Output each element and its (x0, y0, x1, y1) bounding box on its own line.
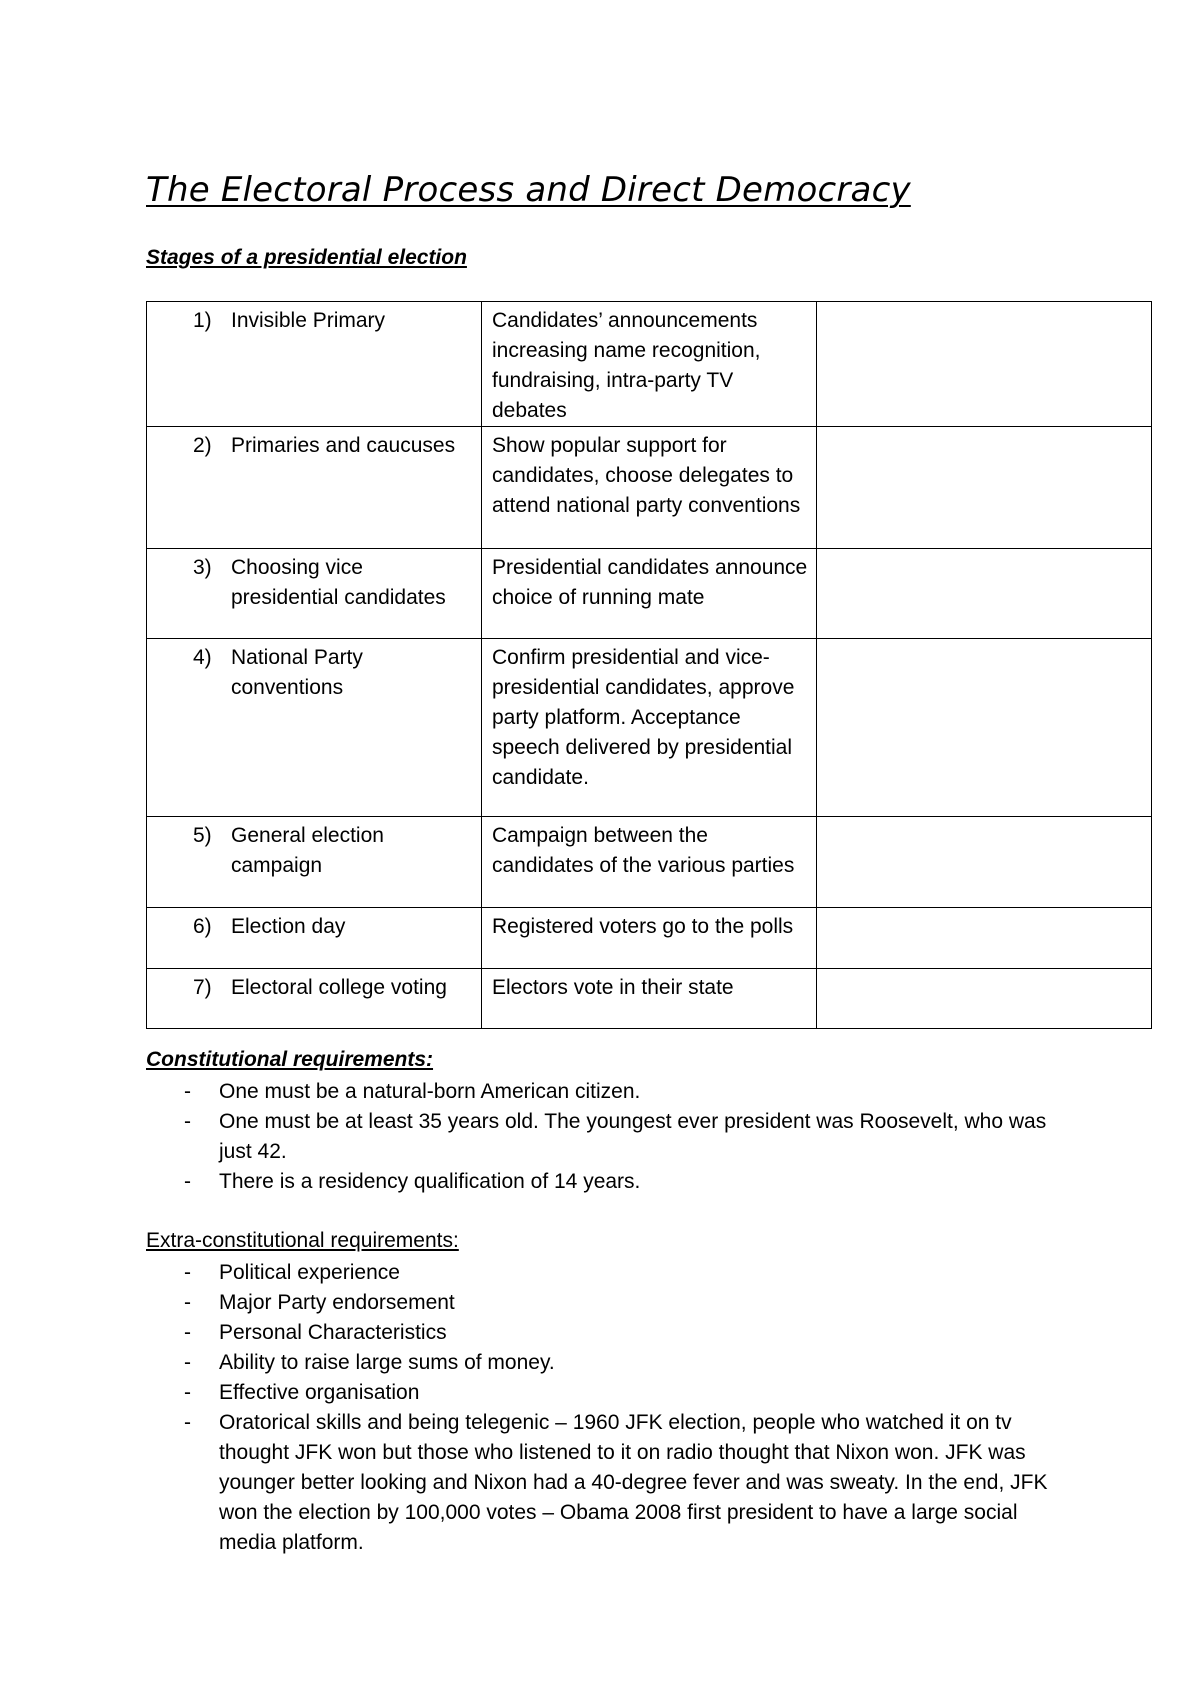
stage-number: 5) (193, 824, 212, 847)
stage-cell (147, 302, 482, 427)
list-item-text: There is a residency qualification of 14 years. (219, 1170, 641, 1193)
stage-number: 3) (193, 556, 212, 579)
stage-number: 2) (193, 434, 212, 457)
stages-heading: Stages of a presidential election (146, 246, 467, 269)
list-item-text: One must be at least 35 years old. The youngest ever president was Roosevelt, who was just 42. (219, 1110, 1047, 1163)
dash-bullet: - (184, 1411, 191, 1434)
stage-cell (147, 908, 482, 969)
stage-description: Show popular support for candidates, choose delegates to attend national party conventions (482, 427, 817, 549)
table-row (147, 969, 1152, 1029)
list-item (146, 1258, 1076, 1288)
stage-name: Primaries and caucuses (231, 434, 456, 457)
stage-name: Election day (231, 915, 346, 938)
dash-bullet: - (184, 1110, 191, 1133)
stage-number: 1) (193, 309, 212, 332)
stage-notes-cell (817, 908, 1152, 969)
stage-notes-cell (817, 817, 1152, 908)
dash-bullet: - (184, 1381, 191, 1404)
list-item-text: Major Party endorsement (219, 1291, 455, 1314)
stage-notes-cell (817, 427, 1152, 549)
stage-cell (147, 549, 482, 639)
stage-name: National Party conventions (231, 646, 363, 699)
dash-bullet: - (184, 1291, 191, 1314)
extra-constitutional-heading: Extra-constitutional requirements: (146, 1229, 459, 1252)
list-item-text: Effective organisation (219, 1381, 420, 1404)
list-item-text: One must be a natural-born American citizen. (219, 1080, 641, 1103)
list-item (146, 1077, 1066, 1107)
dash-bullet: - (184, 1080, 191, 1103)
stage-cell (147, 639, 482, 817)
stage-notes-cell (817, 302, 1152, 427)
list-item (146, 1378, 1076, 1408)
list-item (146, 1288, 1076, 1318)
table-row (147, 302, 1152, 427)
stage-description: Campaign between the candidates of the various parties (482, 817, 817, 908)
dash-bullet: - (184, 1321, 191, 1344)
stage-description: Confirm presidential and vice-presidential candidates, approve party platform. Acceptance speech delivered by presidential candidate. (482, 639, 817, 817)
extra-constitutional-list (146, 1258, 1076, 1558)
stage-notes-cell (817, 639, 1152, 817)
dash-bullet: - (184, 1261, 191, 1284)
table-row (147, 639, 1152, 817)
table-row (147, 549, 1152, 639)
stage-number: 6) (193, 915, 212, 938)
stage-notes-cell (817, 549, 1152, 639)
stage-description: Electors vote in their state (482, 969, 817, 1029)
list-item (146, 1107, 1066, 1167)
stage-cell (147, 969, 482, 1029)
stage-description: Presidential candidates announce choice of running mate (482, 549, 817, 639)
stage-name: General election campaign (231, 824, 384, 877)
dash-bullet: - (184, 1351, 191, 1374)
table-row (147, 427, 1152, 549)
stage-cell (147, 427, 482, 549)
list-item-text: Ability to raise large sums of money. (219, 1351, 555, 1374)
document-title: The Electoral Process and Direct Democracy (146, 170, 911, 210)
list-item-text: Oratorical skills and being telegenic – 1960 JFK election, people who watched it on tv thought JFK won but those who listened to it on radio thought that Nixon won. JFK was younger better looking and Nixon had a 40-degree fever and was sweaty. In the end, JFK won the election by 100,000 votes – Obama 2008 first president to have a large social media platform. (219, 1411, 1048, 1554)
stage-description: Registered voters go to the polls (482, 908, 817, 969)
constitutional-list (146, 1077, 1066, 1197)
list-item (146, 1348, 1076, 1378)
stages-table (146, 301, 1152, 1029)
stage-cell (147, 817, 482, 908)
list-item (146, 1167, 1066, 1197)
stage-name: Choosing vice presidential candidates (231, 556, 446, 609)
table-row (147, 908, 1152, 969)
list-item-text: Political experience (219, 1261, 400, 1284)
stage-name: Invisible Primary (231, 309, 386, 332)
stage-number: 7) (193, 976, 212, 999)
stage-description: Candidates’ announcements increasing name recognition, fundraising, intra-party TV debates (482, 302, 817, 427)
stage-notes-cell (817, 969, 1152, 1029)
list-item-text: Personal Characteristics (219, 1321, 447, 1344)
list-item (146, 1408, 1076, 1558)
stage-number: 4) (193, 646, 212, 669)
constitutional-heading: Constitutional requirements: (146, 1048, 434, 1071)
stage-name: Electoral college voting (231, 976, 447, 999)
list-item (146, 1318, 1076, 1348)
dash-bullet: - (184, 1170, 191, 1193)
table-row (147, 817, 1152, 908)
